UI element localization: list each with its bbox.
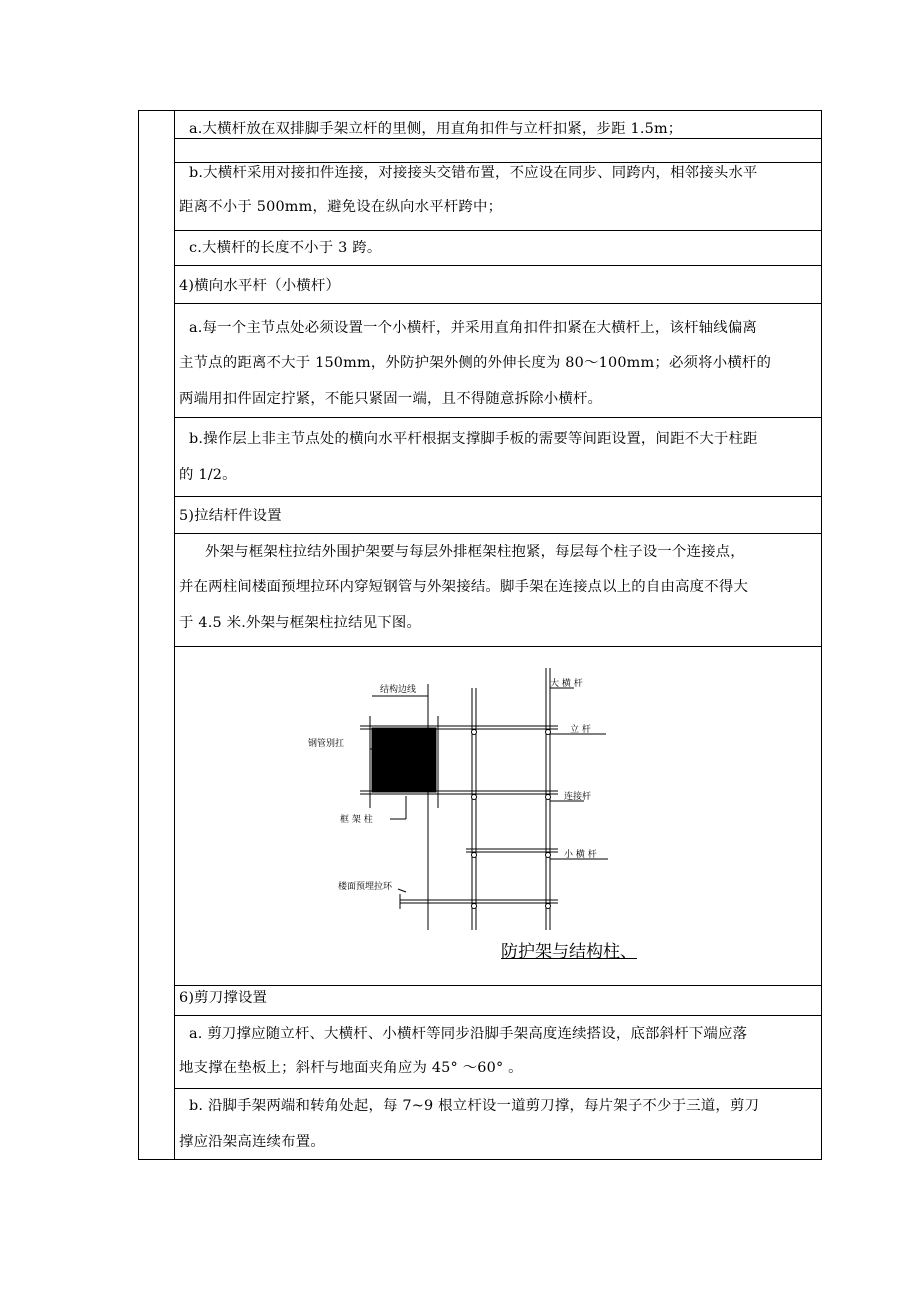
row-divider (175, 265, 821, 266)
label-big-bar: 大 横 杆 (550, 679, 583, 689)
clamp-node (472, 904, 477, 909)
paragraph-b-scissor-line2: 撑应沿架高连续布置。 (179, 1134, 325, 1150)
paragraph-a-small-bar-line3: 两端用扣件固定拧紧，不能只紧固一端，且不得随意拆除小横杆。 (179, 391, 603, 407)
paragraph-a-scissor-line2: 地支撑在垫板上；斜杆与地面夹角应为 45° ～60° 。 (179, 1060, 523, 1076)
paragraph-a-small-bar-line1: a.每一个主节点处必须设置一个小横杆，并采用直角扣件扣紧在大横杆上，该杆轴线偏离 (189, 320, 758, 336)
paragraph-tie-line3: 于 4.5 米.外架与框架柱拉结见下图。 (179, 615, 422, 631)
clamp-node (546, 904, 551, 909)
paragraph-a-scissor-line1: a. 剪刀撑应随立杆、大横杆、小横杆等同步沿脚手架高度连续搭设，底部斜杆下端应落 (189, 1026, 748, 1042)
label-tie-bar: 连接杆 (564, 792, 592, 802)
label-small-bar: 小 横 杆 (564, 850, 597, 860)
paragraph-c-big-bar: c.大横杆的长度不小于 3 跨。 (189, 240, 382, 256)
label-pole: 立 杆 (570, 725, 591, 735)
row-divider (175, 496, 821, 497)
clamp-node (472, 795, 477, 800)
content-cell (175, 110, 821, 1160)
clamp-node (546, 730, 551, 735)
row-divider (175, 1015, 821, 1016)
row-divider (175, 230, 821, 231)
label-embedded-ring: 楼面预埋拉环 (338, 882, 393, 892)
label-frame-column: 框 架 柱 (340, 815, 373, 825)
row-divider (175, 533, 821, 534)
paragraph-a-small-bar-line2: 主节点的距离不大于 150mm，外防护架外侧的外伸长度为 80～100mm；必须将小横杆的 (179, 355, 772, 371)
row-divider (175, 303, 821, 304)
heading-scissor-brace: 6)剪刀撑设置 (179, 990, 268, 1006)
figure-caption: 防护架与结构柱、 (501, 942, 637, 962)
paragraph-b-big-bar-line2: 距离不小于 500mm，避免设在纵向水平杆跨中； (179, 199, 503, 215)
clamp-node (472, 730, 477, 735)
heading-small-bar: 4)横向水平杆（小横杆） (179, 278, 341, 294)
clamp-node (472, 853, 477, 858)
row-divider (175, 417, 821, 418)
paragraph-a-big-bar: a.大横杆放在双排脚手架立杆的里侧，用直角扣件与立杆扣紧，步距 1.5m； (189, 121, 683, 137)
paragraph-tie-line2: 并在两柱间楼面预埋拉环内穿短钢管与外架接结。脚手架在连接点以上的自由高度不得大 (179, 579, 749, 595)
row-divider (175, 646, 821, 647)
row-divider (175, 1088, 821, 1089)
clamp-node (546, 853, 551, 858)
paragraph-tie-line1: 外架与框架柱拉结外围护架要与每层外排框架柱抱紧，每层每个柱子设一个连接点， (205, 544, 745, 560)
heading-tie-members: 5)拉结杆件设置 (179, 508, 282, 524)
leader-ring (398, 889, 406, 892)
paragraph-b-scissor-line1: b. 沿脚手架两端和转角处起，每 7~9 根立杆设一道剪刀撑，每片架子不少于三道，剪刀 (189, 1098, 760, 1114)
paragraph-b-small-bar-line1: b.操作层上非主节点处的横向水平杆根据支撑脚手板的需要等间距设置，间距不大于柱距 (189, 431, 758, 447)
scaffold-tie-svg (308, 664, 650, 932)
label-structure-edge: 结构边线 (380, 685, 417, 695)
clamp-node (546, 795, 551, 800)
frame-column-block (372, 728, 436, 792)
label-steel-pin: 钢管别扛 (308, 739, 345, 749)
paragraph-b-big-bar-line1: b.大横杆采用对接扣件连接，对接接头交错布置，不应设在同步、同跨内，相邻接头水平 (189, 165, 758, 181)
scaffold-tie-diagram (308, 664, 650, 932)
paragraph-b-small-bar-line2: 的 1/2。 (179, 467, 237, 483)
